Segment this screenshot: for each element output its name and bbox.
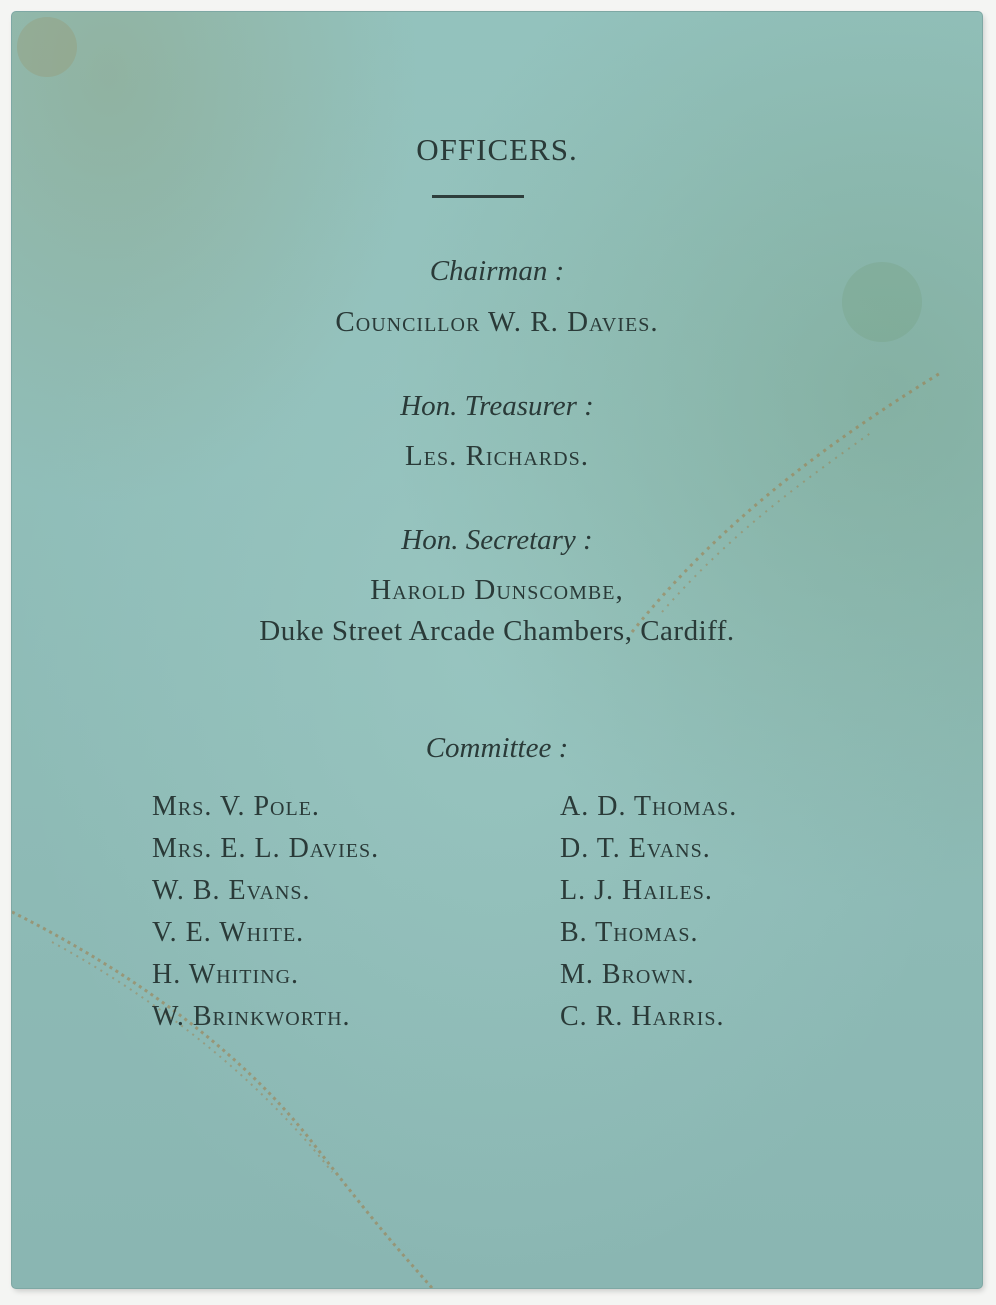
- committee-member: L. J. Hailes.: [560, 875, 713, 906]
- committee-member: C. R. Harris.: [560, 1001, 725, 1032]
- committee-heading: Committee :: [425, 732, 569, 764]
- secretary-address: Duke Street Arcade Chambers, Cardiff.: [259, 615, 735, 647]
- committee-member: V. E. White.: [152, 917, 305, 948]
- committee-member: W. B. Evans.: [152, 875, 311, 906]
- committee-list-left: [152, 786, 379, 1038]
- treasurer-name: Les. Richards.: [405, 440, 589, 472]
- page-title: OFFICERS.: [416, 132, 578, 167]
- document-page: [12, 12, 982, 1288]
- secretary-name: Harold Dunscombe,: [370, 574, 624, 606]
- secretary-role: Hon. Secretary :: [401, 524, 593, 556]
- paper-stain-decoration: [12, 12, 982, 1288]
- chairman-name: Councillor W. R. Davies.: [335, 306, 659, 338]
- treasurer-role: Hon. Treasurer :: [400, 390, 594, 422]
- committee-member: H. Whiting.: [152, 959, 300, 990]
- committee-member: M. Brown.: [560, 959, 695, 990]
- committee-member: W. Brinkworth.: [152, 1001, 351, 1032]
- title-divider: [432, 195, 524, 198]
- chairman-role: Chairman :: [429, 255, 565, 287]
- committee-member: D. T. Evans.: [560, 833, 711, 864]
- committee-member: Mrs. E. L. Davies.: [152, 833, 380, 864]
- committee-member: A. D. Thomas.: [560, 791, 738, 822]
- committee-list-right: [560, 786, 737, 1038]
- committee-member: Mrs. V. Pole.: [152, 791, 320, 822]
- committee-member: B. Thomas.: [560, 917, 699, 948]
